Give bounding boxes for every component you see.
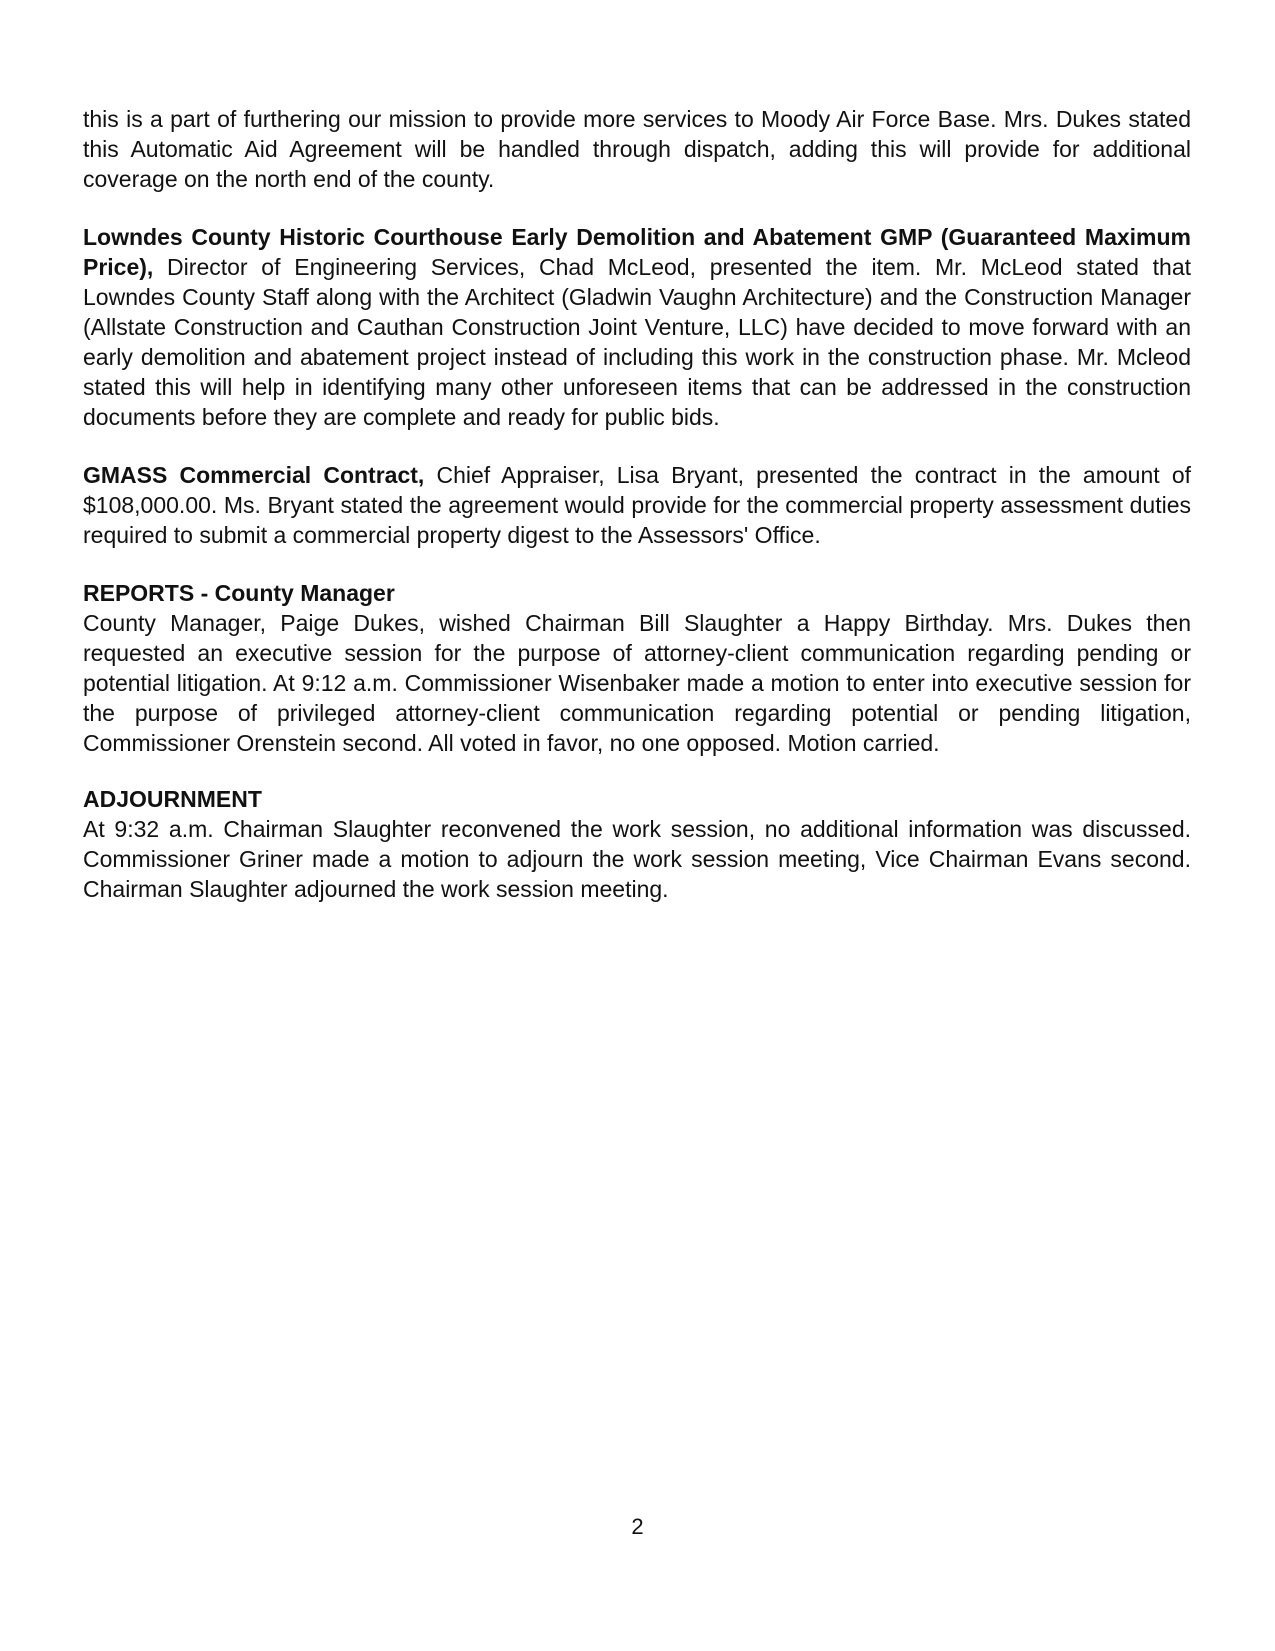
courthouse-item-body: Director of Engineering Services, Chad McLeod, presented the item. Mr. McLeod stated that Lowndes County Staff along with the Architect (Gladwin Vaughn Architecture) and the Construction Manager (Allstate Construction and Cauthan Construction Joint Venture, LLC) have decided to move forward with an early demolition and abatement project instead of including this work in the construction phase. Mr. Mcleod stated this will help in identifying many other unforeseen items that can be addressed in the construction documents before they are complete and ready for public bids.	[83, 254, 1191, 430]
document-page	[83, 104, 1191, 930]
reports-heading: REPORTS - County Manager	[83, 580, 395, 606]
courthouse-item-title: Lowndes County Historic Courthouse Early Demolition and Abatement GMP (Guaranteed Maximum Price),	[83, 224, 1191, 280]
gmass-item-body: Chief Appraiser, Lisa Bryant, presented the contract in the amount of $108,000.00. Ms. Bryant stated the agreement would provide for the commercial property assessment duties required to submit a commercial property digest to the Assessors' Office.	[83, 462, 1191, 548]
adjournment-body: At 9:32 a.m. Chairman Slaughter reconvened the work session, no additional information was discussed. Commissioner Griner made a motion to adjourn the work session meeting, Vice Chairman Evans second. Chairman Slaughter adjourned the work session meeting.	[83, 816, 1191, 902]
page-number: 2	[631, 1514, 644, 1539]
gmass-item-title: GMASS Commercial Contract,	[83, 462, 425, 488]
adjournment-section	[83, 784, 1191, 904]
courthouse-paragraph	[83, 222, 1191, 432]
intro-paragraph: this is a part of furthering our mission to provide more services to Moody Air Force Base. Mrs. Dukes stated this Automatic Aid Agreement will be handled through dispatch, adding this will provide for additional coverage on the north end of the county.	[83, 106, 1191, 192]
gmass-paragraph	[83, 460, 1191, 550]
reports-section	[83, 578, 1191, 758]
adjournment-heading: ADJOURNMENT	[83, 786, 262, 812]
reports-body: County Manager, Paige Dukes, wished Chairman Bill Slaughter a Happy Birthday. Mrs. Dukes then requested an executive session for the purpose of attorney-client communication regarding pending or potential litigation. At 9:12 a.m. Commissioner Wisenbaker made a motion to enter into executive session for the purpose of privileged attorney-client communication regarding potential or pending litigation, Commissioner Orenstein second. All voted in favor, no one opposed. Motion carried.	[83, 610, 1191, 756]
